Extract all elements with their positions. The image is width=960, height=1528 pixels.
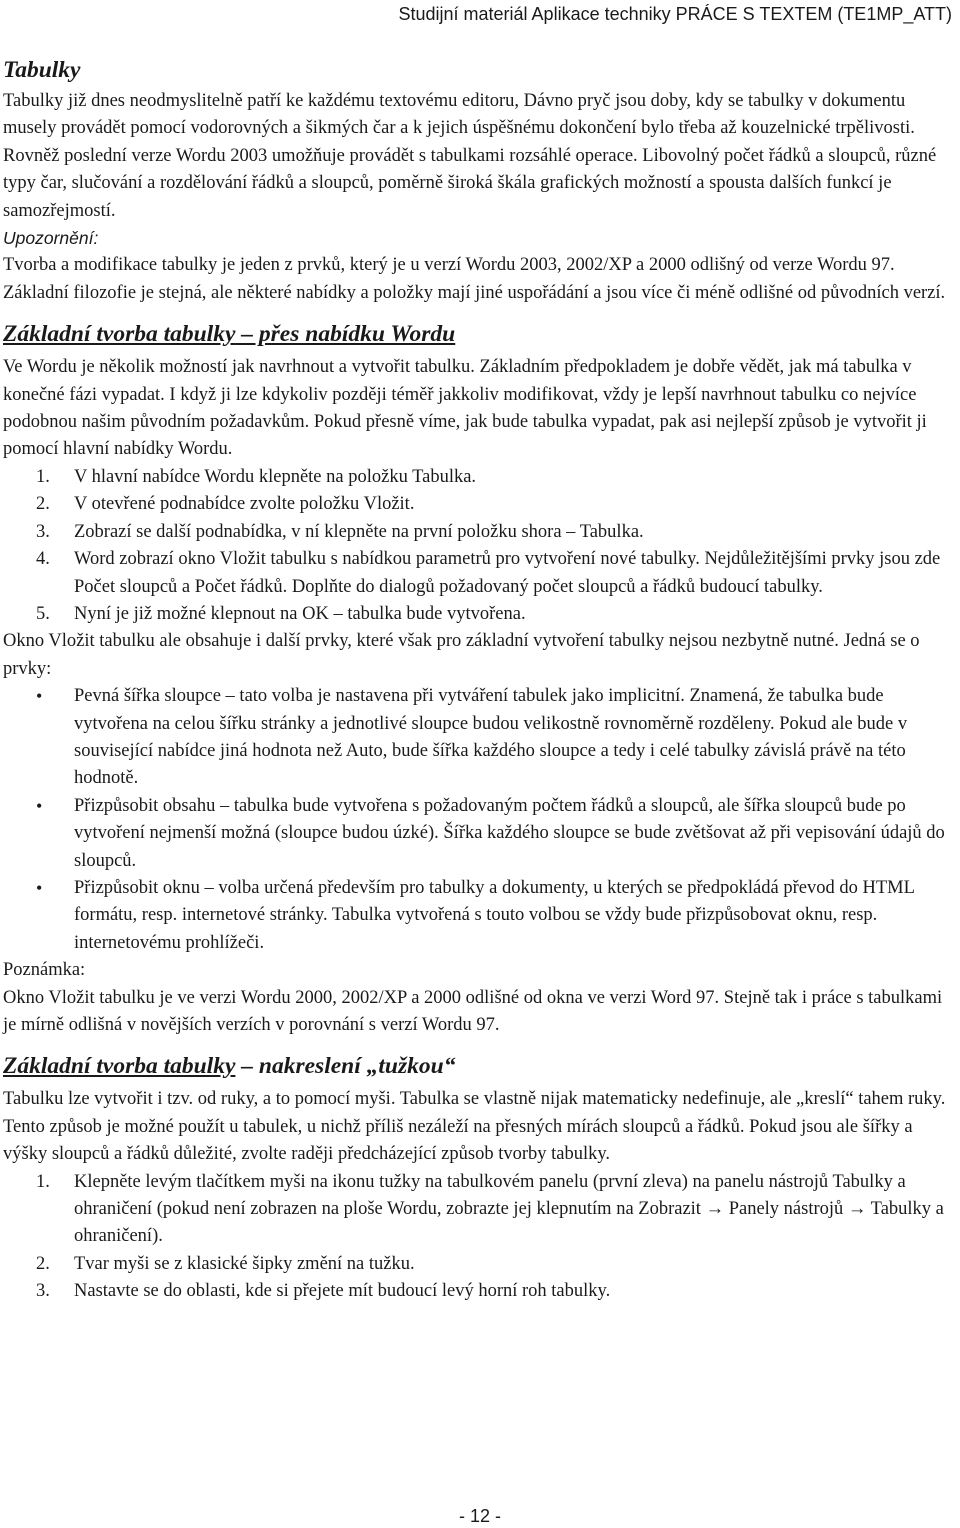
running-header: Studijní materiál Aplikace techniky PRÁCE S TEXTEM (TE1MP_ATT) [398, 4, 952, 24]
list-item [3, 1278, 956, 1305]
section-heading-pencil [3, 1052, 956, 1080]
list-item-number: 1. [36, 1171, 50, 1192]
bullet-item-text: Přizpůsobit obsahu – tabulka bude vytvořena s požadovaným počtem řádků a sloupců, ale šířka sloupců bude po vytvoření nejmenší možná (sloupce budou úzké). Šířka každého sloupce se bude zvětšovat až při vepisování údajů do sloupců. [74, 795, 945, 871]
list-item [3, 464, 956, 491]
section1-bullet-list [3, 683, 956, 957]
list-item-number: 4. [36, 549, 50, 570]
intro-paragraph-1: Tabulky již dnes neodmyslitelně patří ke každému textovému editoru, Dávno pryč jsou doby, kdy se tabulky v dokumentu musely provádět pomocí vodorovných a šikmých čar a k jejich úspěšnému dokončení bylo třeba až kouzelnické trpělivosti. [3, 91, 915, 139]
list-item-text: Klepněte levým tlačítkem myši na ikonu tužky na tabulkovém panelu (první zleva) na panelu nástrojů Tabulky a ohraničení (pokud není zobrazen na ploše Wordu, zobrazte jej klepnutím na Zobrazit → Panely nástrojů → Tabulky a ohraničení). [74, 1171, 944, 1247]
section1-paragraph-2: Okno Vložit tabulku ale obsahuje i další prvky, které však pro základní vytvoření tabulky nejsou nezbytně nutné. Jedná se o prvky: [3, 631, 920, 679]
list-item-text: V hlavní nabídce Wordu klepněte na položku Tabulka. [74, 466, 477, 487]
list-item [3, 1169, 956, 1251]
page-number: - 12 - [458, 1506, 501, 1526]
list-item [3, 519, 956, 546]
intro-paragraph-2: Rovněž poslední verze Wordu 2003 umožňuje provádět s tabulkami rozsáhlé operace. Libovolný počet řádků a sloupců, různé typy čar, slučování a rozdělování řádků a sloupců, poměrně široká škála grafických možností a spousta dalších funkcí je samozřejmostí. [3, 145, 937, 221]
section2-paragraph-1: Tabulku lze vytvořit i tzv. od ruky, a to pomocí myši. Tabulka se vlastně nijak matematicky nedefinuje, ale „kreslí“ tahem ruky. Tento způsob je možné použít u tabulek, u nichž příliš nezáleží na přesných mírách sloupců a řádků. Pokud jsou ale šířky a výšky sloupců a řádků důležité, zvolte raději předcházející způsob tvorby tabulky. [3, 1089, 946, 1165]
list-item-text: Nyní je již možné klepnout na OK – tabulka bude vytvořena. [74, 603, 526, 624]
list-item-text: Zobrazí se další podnabídka, v ní klepněte na první položku shora – Tabulka. [74, 521, 644, 542]
note-text: Okno Vložit tabulku je ve verzi Wordu 2000, 2002/XP a 2000 odlišné od okna ve verzi Word 97. Stejně tak i práce s tabulkami je mírně odlišná v novějších verzích v porovnání s verzí Wordu 97. [3, 987, 943, 1035]
list-item [3, 491, 956, 518]
page-title: Tabulky [3, 57, 81, 83]
list-item-number: 2. [36, 1253, 50, 1274]
bullet-icon: • [36, 877, 43, 898]
list-item [3, 1251, 956, 1278]
section1-steps-list [3, 464, 956, 628]
bullet-icon: • [36, 686, 43, 707]
page-content [3, 56, 956, 1306]
list-item-number: 1. [36, 466, 50, 487]
list-item-text: V otevřené podnabídce zvolte položku Vložit. [74, 494, 415, 515]
list-item-number: 3. [36, 521, 50, 542]
section-heading-pencil-part1: Základní tvorba tabulky [3, 1053, 236, 1080]
list-item-number: 2. [36, 494, 50, 515]
section2-steps-list [3, 1169, 956, 1306]
bullet-item-text: Přizpůsobit oknu – volba určená především pro tabulky a dokumenty, u kterých se předpokládá převod do HTML formátu, resp. internetové stránky. Tabulka vytvořená s touto volbou se vždy bude přizpůsobovat oknu, resp. internetovému prohlížeči. [74, 877, 915, 953]
section-heading-menu-part1: Základní tvorba tabulky [3, 321, 236, 348]
list-item-text: Nastavte se do oblasti, kde si přejete mít budoucí levý horní roh tabulky. [74, 1281, 611, 1302]
section-heading-menu-part2: – přes nabídku Wordu [235, 321, 456, 348]
bullet-item [3, 875, 956, 957]
list-item-number: 5. [36, 603, 50, 624]
bullet-item-text: Pevná šířka sloupce – tato volba je nastavena při vytváření tabulek jako implicitní. Znamená, že tabulka bude vytvořena na celou šířku stránky a jednotlivé sloupce budou velikostně rovnoměrně rozděleny. Pokud ale bude v související nabídce jiná hodnota než Auto, bude šířka každého sloupce a tedy i celé tabulky závislá právě na této hodnotě. [74, 686, 908, 789]
bullet-item [3, 793, 956, 875]
list-item [3, 546, 956, 601]
list-item [3, 601, 956, 628]
section-heading-pencil-part2: – nakreslení „tužkou“ [235, 1053, 456, 1080]
intro-paragraph-3: Tvorba a modifikace tabulky je jeden z prvků, který je u verzí Wordu 2003, 2002/XP a 2000 odlišný od verze Wordu 97. Základní filozofie je stejná, ale některé nabídky a položky mají jiné uspořádání a jsou více či méně odlišné od původních verzí. [3, 255, 946, 303]
warning-label: Upozornění: [3, 228, 99, 249]
list-item-text: Tvar myši se z klasické šipky změní na tužku. [74, 1253, 415, 1274]
list-item-number: 3. [36, 1281, 50, 1302]
section-heading-menu [3, 320, 956, 348]
bullet-item [3, 683, 956, 793]
bullet-icon: • [36, 795, 43, 816]
list-item-text: Word zobrazí okno Vložit tabulku s nabídkou parametrů pro vytvoření nové tabulky. Nejdůležitějšími prvky jsou zde Počet sloupců a Počet řádků. Doplňte do dialogů požadovaný počet sloupců a řádků budoucí tabulky. [74, 549, 941, 597]
section1-paragraph-1: Ve Wordu je několik možností jak navrhnout a vytvořit tabulku. Základním předpokladem je dobře vědět, jak má tabulka v konečné fázi vypadat. I když ji lze kdykoliv později téměř jakkoliv modifikovat, vždy je lepší navrhnout tabulku co nejvíce podobnou našim původním požadavkům. Pokud přesně víme, jak bude tabulka vypadat, pak asi nejlepší způsob je vytvořit ji pomocí hlavní nabídky Wordu. [3, 357, 927, 460]
note-label: Poznámka: [3, 960, 86, 981]
